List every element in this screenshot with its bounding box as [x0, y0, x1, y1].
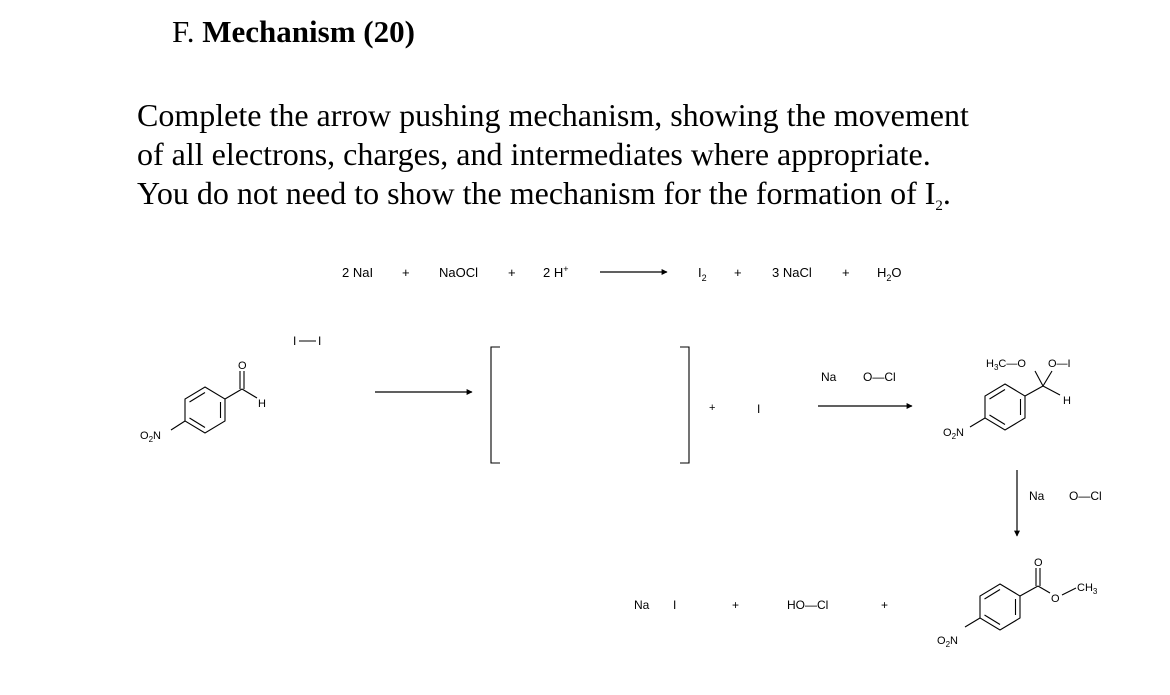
plus-sign: + [508, 265, 516, 280]
iodine-reagent [293, 334, 321, 348]
methoxy-group: $H_3C—O$ [986, 358, 1026, 372]
hypoiodite-group: O—I [1048, 358, 1071, 370]
benzene-ring [185, 387, 225, 433]
reactant-proton: 2 H+ [543, 264, 569, 280]
plus-sign: + [734, 265, 742, 280]
ring-double-bond [990, 415, 1006, 425]
ester-oxygen: O [1051, 593, 1060, 605]
reactant-naocl: NaOCl [439, 265, 479, 280]
left-bracket [491, 347, 500, 463]
nitro-group: $O_2N$ [140, 430, 161, 444]
ester-o-bond [1038, 586, 1050, 593]
hypochlorite-label: O—Cl [863, 370, 896, 384]
nitro-bond [171, 421, 185, 430]
ester-labels [937, 557, 1098, 649]
plus-sign: + [732, 598, 740, 612]
benzene-ring [980, 584, 1020, 630]
ring-double-bond [985, 615, 1001, 625]
iodide-label: I [673, 598, 677, 612]
ring-double-bond [985, 590, 1001, 600]
ring-double-bond [990, 390, 1006, 400]
hemiacetal-intermediate [970, 371, 1060, 430]
hypochlorite-reagent [821, 370, 896, 384]
iodine-atom: I [293, 334, 297, 348]
hemiacetal-hydrogen: H [1063, 395, 1071, 407]
ring-carbon-bond [1025, 386, 1043, 396]
methyl-group: $CH_3$ [1077, 582, 1098, 596]
instruction-line-3-sub: 2 [935, 198, 943, 214]
sodium-label: Na [821, 370, 837, 384]
nitro-group: $O_2N$ [943, 427, 964, 441]
instruction-line-1: Complete the arrow pushing mechanism, showing the movement [137, 97, 969, 133]
carbonyl-carbon-bond [225, 389, 242, 399]
aldehyde-hydrogen: H [258, 398, 266, 410]
benzene-ring [985, 384, 1025, 430]
iodine-atom: I [318, 334, 322, 348]
carbon-o-methoxy-bond [1035, 371, 1043, 386]
nitro-bond [965, 618, 980, 627]
section-title-text: Mechanism (20) [202, 14, 415, 49]
section-letter: F. [172, 14, 195, 49]
right-bracket [680, 347, 689, 463]
bracket-charge: + [709, 402, 716, 414]
aldehyde-oxygen: O [238, 360, 247, 372]
product-iodine: $I_2$ [698, 265, 707, 283]
product-nacl: 3 NaCl [772, 265, 812, 280]
plus-sign: + [402, 265, 410, 280]
carbon-h-bond [1043, 386, 1060, 395]
hypochlorite-reagent-2 [1029, 489, 1102, 503]
product-water: $H_2O$ [877, 265, 902, 283]
plus-sign: + [842, 265, 850, 280]
hypochlorite-label: O—Cl [1069, 489, 1102, 503]
instruction-line-3-end: . [942, 175, 951, 211]
plus-sign: + [881, 598, 889, 612]
instruction-line-3-main: You do not need to show the mechanism for the formation of I [137, 175, 936, 211]
nitro-bond [970, 418, 985, 427]
starting-aldehyde [171, 371, 257, 433]
byproducts [634, 598, 888, 612]
carbonyl-carbon-bond [1020, 586, 1038, 596]
overall-equation [342, 264, 902, 283]
reactant-nai: 2 NaI [342, 265, 374, 280]
aldehyde-h-bond [242, 389, 257, 398]
intermediate-brackets [491, 347, 689, 463]
ring-double-bond [190, 393, 206, 403]
instruction-line-2: of all electrons, charges, and intermediates where appropriate. [137, 136, 931, 172]
iodide-ion: I [757, 402, 761, 416]
ring-double-bond [190, 418, 206, 428]
sodium-label: Na [1029, 489, 1045, 503]
carbon-o-iodo-bond [1043, 371, 1052, 386]
nitro-group: $O_2N$ [937, 635, 958, 649]
sodium-label: Na [634, 598, 650, 612]
o-methyl-bond [1062, 588, 1076, 595]
carbonyl-oxygen: O [1034, 557, 1043, 569]
hypochlorous-acid: HO—Cl [787, 598, 829, 612]
